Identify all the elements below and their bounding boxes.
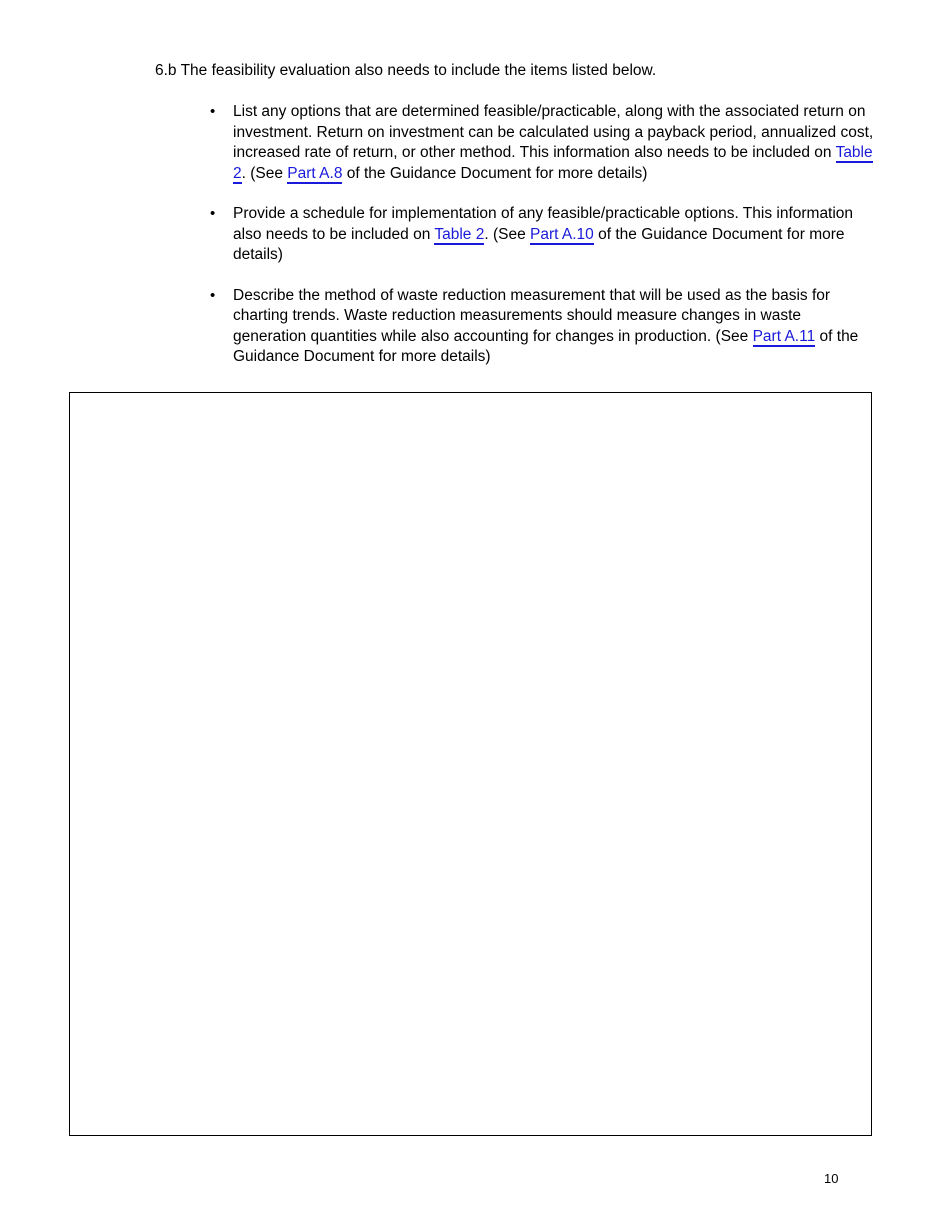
list-item bbox=[210, 286, 876, 368]
bullet-icon: • bbox=[210, 286, 216, 304]
list-item bbox=[210, 102, 876, 184]
bullet-icon: • bbox=[210, 205, 216, 222]
part-a11-link[interactable]: Part A.11 bbox=[752, 327, 816, 345]
item-text: Provide a schedule for implementation of any feasible/practicable options. This information also needs to be included on bbox=[233, 205, 854, 243]
table-2-link[interactable]: Table 2 bbox=[233, 144, 873, 182]
part-a10-link[interactable]: Part A.10 bbox=[530, 225, 594, 243]
table-2-link[interactable]: Table 2 bbox=[434, 225, 485, 243]
part-a8-link[interactable]: Part A.8 bbox=[287, 164, 343, 182]
page-number: 10 bbox=[824, 1171, 839, 1186]
item-text: of the Guidance Document for more details) bbox=[342, 164, 648, 182]
response-text-box[interactable] bbox=[69, 392, 872, 1136]
item-text: . (See bbox=[241, 164, 288, 182]
item-text: of the Guidance Document for more details) bbox=[233, 225, 845, 263]
list-item bbox=[210, 204, 876, 266]
requirements-list bbox=[210, 102, 876, 388]
section-heading: 6.b The feasibility evaluation also needs to include the items listed below. bbox=[155, 62, 657, 79]
item-text: Describe the method of waste reduction measurement that will be used as the basis for charting trends. Waste reduction measurements should measure changes in waste generation quantities while also accounting for changes in production. (See bbox=[233, 286, 831, 345]
item-text: of the Guidance Document for more details) bbox=[233, 327, 859, 365]
bullet-icon: • bbox=[210, 103, 216, 120]
item-text: List any options that are determined feasible/practicable, along with the associated return on investment. Return on investment can be calculated using a payback period, annualized cost, increased rate of return, or other method. This information also needs to be included on bbox=[233, 103, 874, 161]
item-text: . (See bbox=[484, 225, 531, 243]
